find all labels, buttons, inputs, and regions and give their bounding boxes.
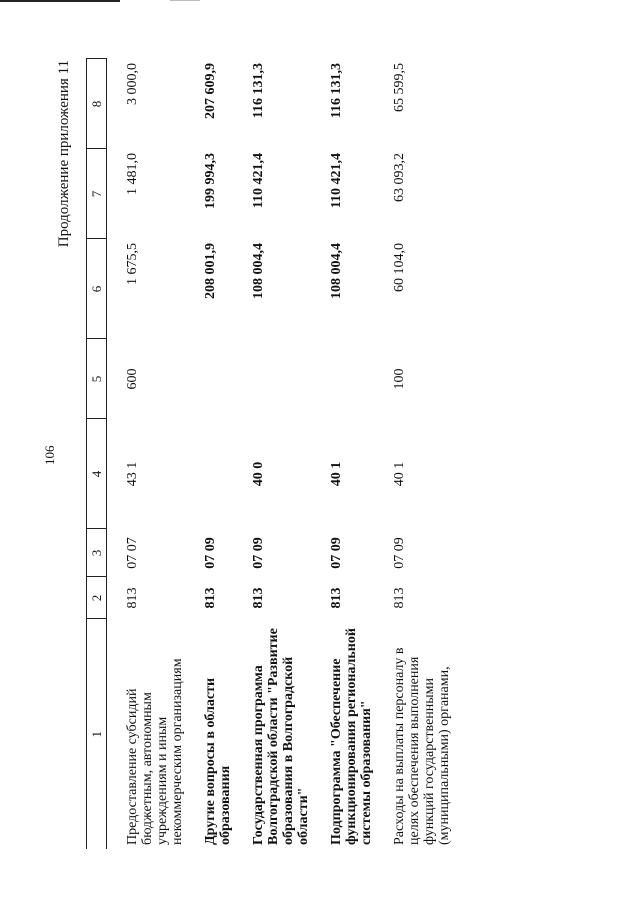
table-row — [374, 59, 452, 849]
row-name: Подпрограмма "Обеспечение функционирования региональной системы образования" — [329, 628, 374, 845]
row-amount-year3: 207 609,9 — [203, 63, 218, 119]
col-header-3: 3 — [87, 529, 107, 577]
row-expense-type — [311, 339, 374, 419]
row-name: Предоставление субсидий бюджетным, автономным учреждениям и иным некоммерческим организациям — [125, 658, 185, 845]
row-name: Другие вопросы в области образования — [203, 677, 233, 845]
row-amount-year2: 63 093,2 — [392, 153, 407, 202]
table-row — [107, 59, 186, 849]
row-section: 07 09 — [329, 537, 344, 569]
budget-table — [86, 59, 452, 850]
row-name: Расходы на выплаты персоналу в целях обеспечения выполнения функций государственными (муниципальными) органами, — [392, 647, 452, 845]
col-header-1: 1 — [87, 619, 107, 849]
row-section: 07 07 — [125, 537, 140, 569]
col-header-6: 6 — [87, 239, 107, 339]
row-expense-type — [233, 339, 311, 419]
table-row — [185, 59, 233, 849]
row-amount-year1: 60 104,0 — [392, 243, 407, 292]
row-amount-year1: 108 004,4 — [251, 243, 266, 299]
row-amount-year3: 65 599,5 — [392, 63, 407, 112]
page-number: 106 — [42, 445, 57, 465]
row-amount-year1: 108 004,4 — [329, 243, 344, 299]
row-section: 07 09 — [251, 537, 266, 569]
row-amount-year2: 1 481,0 — [125, 153, 140, 195]
row-target-article — [185, 419, 233, 529]
row-target-article: 40 1 — [329, 461, 344, 487]
row-expense-type: 100 — [392, 368, 407, 390]
row-amount-year3: 116 131,3 — [329, 63, 344, 119]
row-amount-year3: 3 000,0 — [125, 63, 140, 105]
row-ved: 813 — [125, 587, 140, 609]
appendix-caption: Продолжение приложения 11 — [56, 60, 72, 248]
row-section: 07 09 — [203, 537, 218, 569]
row-amount-year2: 110 421,4 — [251, 153, 266, 209]
row-expense-type — [185, 339, 233, 419]
row-target-article: 43 1 — [125, 461, 140, 487]
row-amount-year2: 199 994,3 — [203, 153, 218, 209]
row-ved: 813 — [329, 587, 344, 609]
col-header-8: 8 — [87, 59, 107, 149]
row-target-article: 40 0 — [251, 461, 266, 487]
row-amount-year1: 1 675,5 — [125, 243, 140, 285]
row-ved: 813 — [392, 587, 407, 609]
row-amount-year1: 208 001,9 — [203, 243, 218, 299]
row-target-article: 40 1 — [392, 461, 407, 487]
row-amount-year3: 116 131,3 — [251, 63, 266, 119]
row-expense-type: 600 — [125, 368, 140, 390]
row-name: Государственная программа Волгоградской области "Развитие образования в Волгоградской области" — [251, 628, 311, 845]
table-row — [311, 59, 374, 849]
row-amount-year2: 110 421,4 — [329, 153, 344, 209]
row-ved: 813 — [251, 587, 266, 609]
col-header-7: 7 — [87, 149, 107, 239]
col-header-4: 4 — [87, 419, 107, 529]
col-header-2: 2 — [87, 577, 107, 619]
header-row — [87, 59, 107, 849]
row-ved: 813 — [203, 587, 218, 609]
row-section: 07 09 — [392, 537, 407, 569]
col-header-5: 5 — [87, 339, 107, 419]
table-row — [233, 59, 311, 849]
